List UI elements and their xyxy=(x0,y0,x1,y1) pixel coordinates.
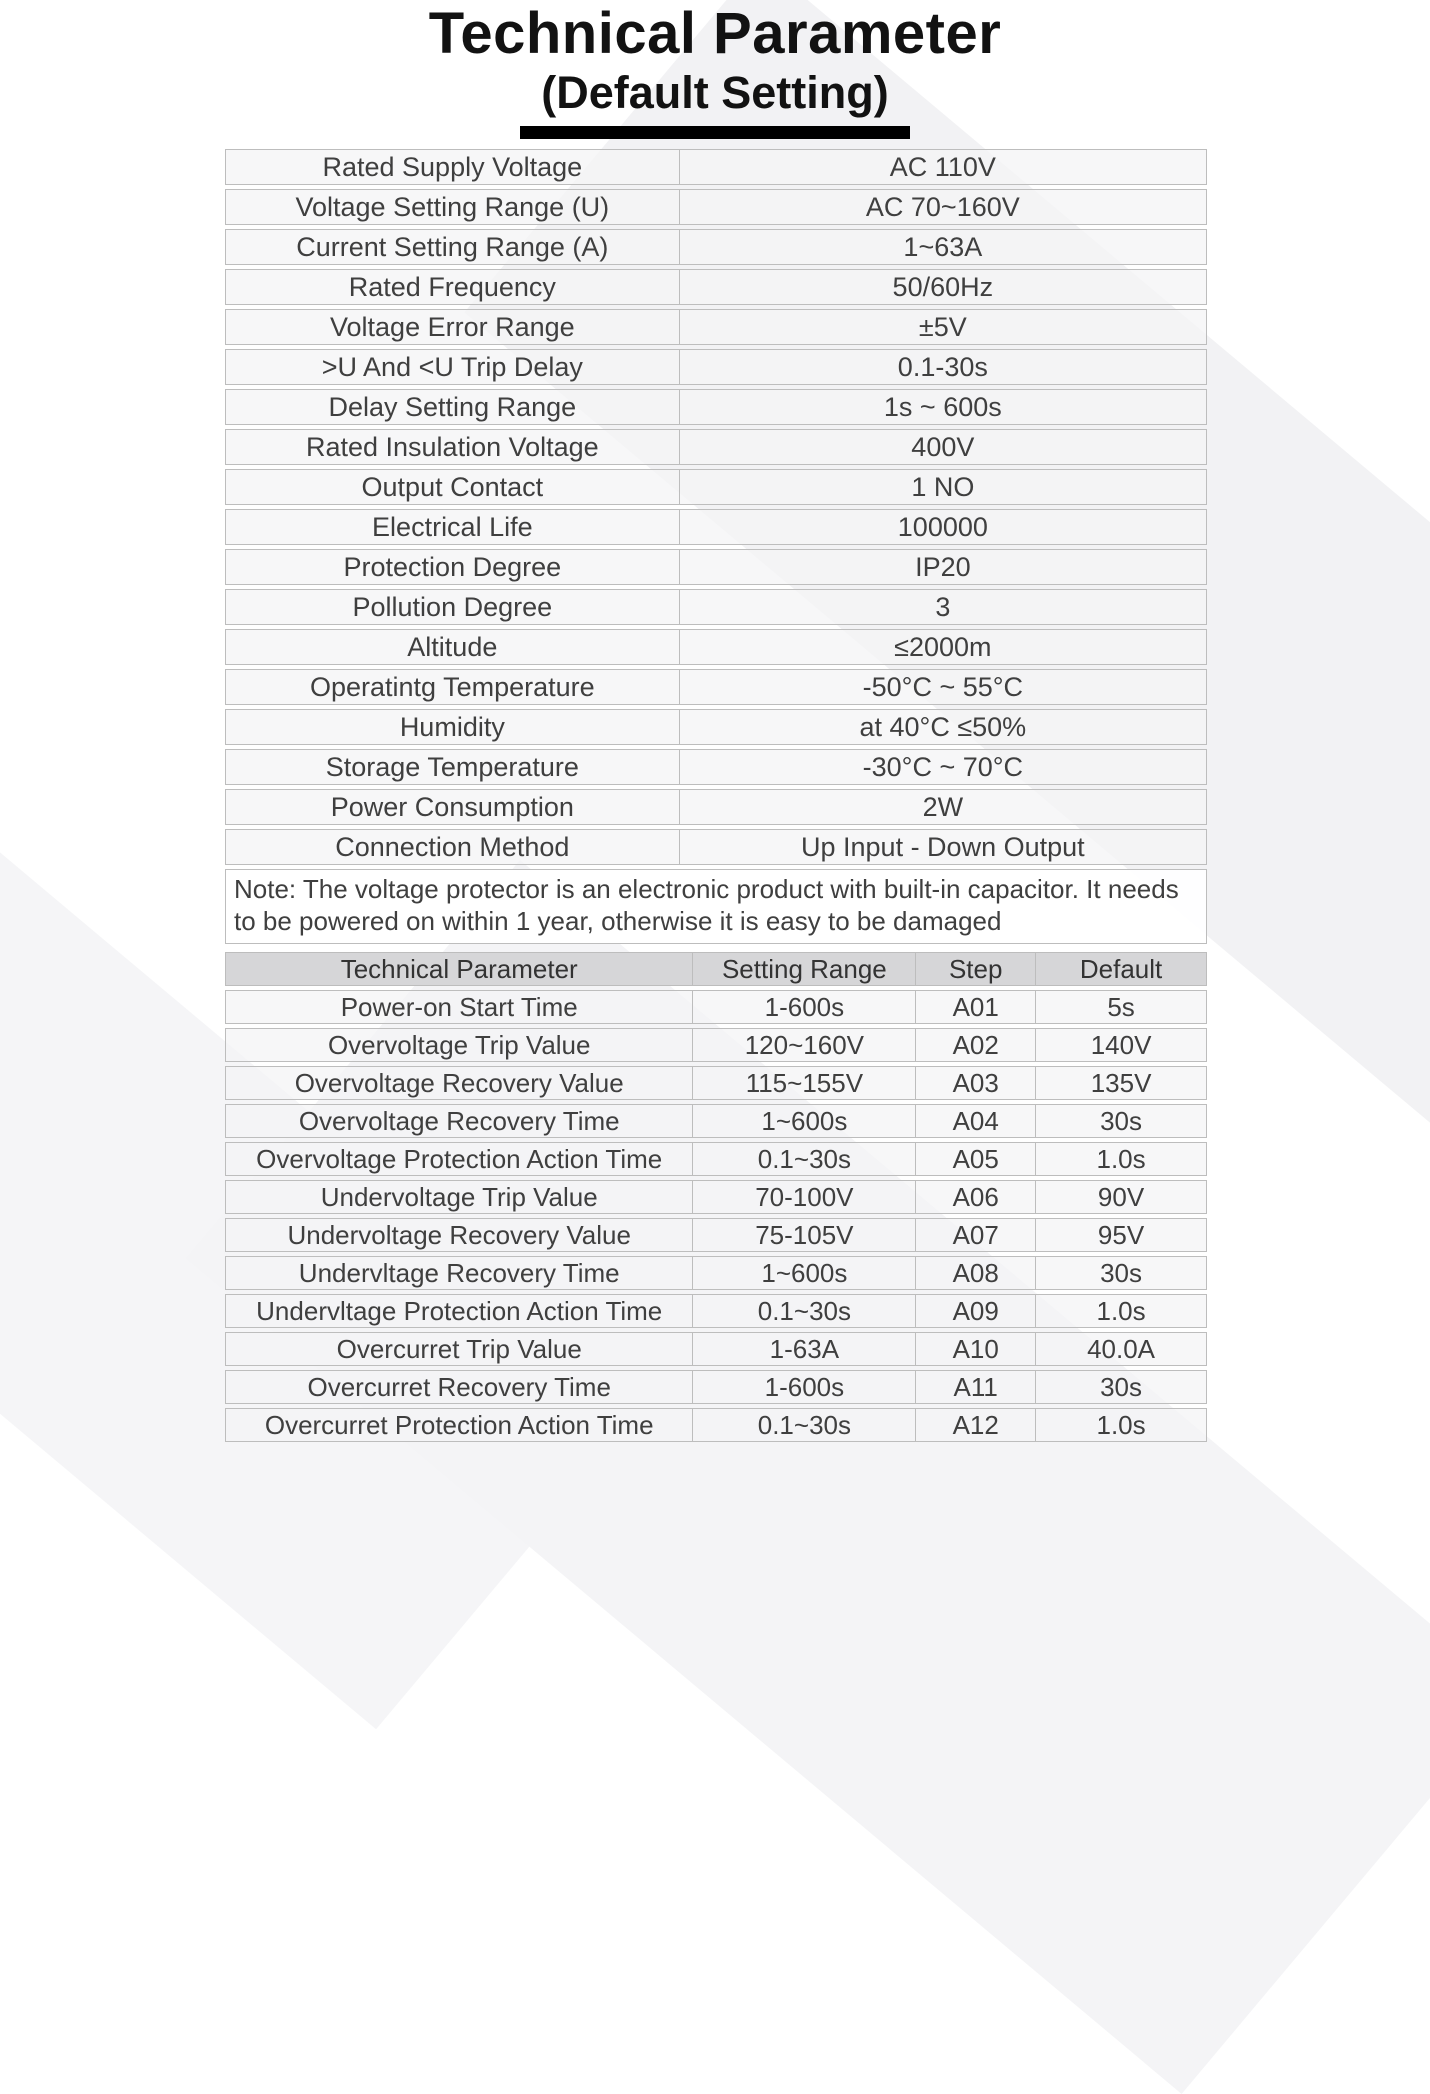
page-title: Technical Parameter xyxy=(428,1,1002,66)
spec-label-cell: Rated Supply Voltage xyxy=(225,149,679,185)
param-cell-range: 1-600s xyxy=(692,1370,915,1404)
spec-label-cell: Output Contact xyxy=(225,469,679,505)
spec-value-cell: -30°C ~ 70°C xyxy=(679,749,1207,785)
table-row xyxy=(225,269,1207,305)
param-cell-parameter: Overvoltage Recovery Time xyxy=(225,1104,692,1138)
param-header-setting-range: Setting Range xyxy=(692,952,915,986)
table-row xyxy=(225,990,1207,1024)
param-cell-parameter: Undervoltage Recovery Value xyxy=(225,1218,692,1252)
table-row xyxy=(225,229,1207,265)
table-row xyxy=(225,749,1207,785)
spec-value-cell: 2W xyxy=(679,789,1207,825)
table-row xyxy=(225,389,1207,425)
spec-value-cell: 100000 xyxy=(679,509,1207,545)
param-cell-range: 75-105V xyxy=(692,1218,915,1252)
spec-value-cell: ±5V xyxy=(679,309,1207,345)
table-row xyxy=(225,1142,1207,1176)
param-cell-step: A10 xyxy=(915,1332,1035,1366)
table-row xyxy=(225,829,1207,865)
param-cell-parameter: Power-on Start Time xyxy=(225,990,692,1024)
param-cell-step: A04 xyxy=(915,1104,1035,1138)
table-row xyxy=(225,1180,1207,1214)
table-row xyxy=(225,589,1207,625)
param-cell-step: A01 xyxy=(915,990,1035,1024)
page-header xyxy=(0,0,1430,139)
spec-label-cell: Rated Frequency xyxy=(225,269,679,305)
param-cell-default: 1.0s xyxy=(1035,1142,1207,1176)
table-row xyxy=(225,509,1207,545)
spec-value-cell: ≤2000m xyxy=(679,629,1207,665)
spec-sheet-content xyxy=(225,145,1207,1446)
param-cell-range: 0.1~30s xyxy=(692,1408,915,1442)
param-cell-default: 30s xyxy=(1035,1104,1207,1138)
param-cell-default: 90V xyxy=(1035,1180,1207,1214)
param-cell-default: 95V xyxy=(1035,1218,1207,1252)
spec-label-cell: >U And <U Trip Delay xyxy=(225,349,679,385)
param-cell-default: 135V xyxy=(1035,1066,1207,1100)
table-row xyxy=(225,149,1207,185)
spec-label-cell: Rated Insulation Voltage xyxy=(225,429,679,465)
spec-label-cell: Voltage Setting Range (U) xyxy=(225,189,679,225)
param-cell-range: 1-600s xyxy=(692,990,915,1024)
page-subtitle: (Default Setting) xyxy=(541,66,889,118)
table-row xyxy=(225,1066,1207,1100)
note-box: Note: The voltage protector is an electronic product with built-in capacitor. It needs to be powered on within 1 year, otherwise it is easy to be damaged xyxy=(225,869,1207,944)
param-cell-parameter: Undervoltage Trip Value xyxy=(225,1180,692,1214)
param-cell-default: 5s xyxy=(1035,990,1207,1024)
param-table xyxy=(225,948,1207,1446)
param-cell-parameter: Overvoltage Recovery Value xyxy=(225,1066,692,1100)
param-cell-step: A05 xyxy=(915,1142,1035,1176)
spec-value-cell: AC 110V xyxy=(679,149,1207,185)
param-cell-step: A06 xyxy=(915,1180,1035,1214)
param-cell-default: 1.0s xyxy=(1035,1294,1207,1328)
param-cell-range: 120~160V xyxy=(692,1028,915,1062)
param-cell-step: A12 xyxy=(915,1408,1035,1442)
param-cell-parameter: Overvoltage Trip Value xyxy=(225,1028,692,1062)
spec-table xyxy=(225,145,1207,869)
param-header-default: Default xyxy=(1035,952,1207,986)
param-header-parameter: Technical Parameter xyxy=(225,952,692,986)
spec-label-cell: Current Setting Range (A) xyxy=(225,229,679,265)
table-row xyxy=(225,669,1207,705)
table-row xyxy=(225,1294,1207,1328)
param-cell-step: A02 xyxy=(915,1028,1035,1062)
param-cell-parameter: Undervltage Recovery Time xyxy=(225,1256,692,1290)
spec-label-cell: Voltage Error Range xyxy=(225,309,679,345)
spec-value-cell: 3 xyxy=(679,589,1207,625)
spec-value-cell: 1~63A xyxy=(679,229,1207,265)
table-row xyxy=(225,429,1207,465)
table-row xyxy=(225,1408,1207,1442)
param-cell-step: A07 xyxy=(915,1218,1035,1252)
spec-label-cell: Humidity xyxy=(225,709,679,745)
param-cell-default: 140V xyxy=(1035,1028,1207,1062)
param-cell-range: 70-100V xyxy=(692,1180,915,1214)
spec-value-cell: 50/60Hz xyxy=(679,269,1207,305)
table-row xyxy=(225,629,1207,665)
param-cell-parameter: Overcurret Recovery Time xyxy=(225,1370,692,1404)
spec-label-cell: Altitude xyxy=(225,629,679,665)
table-row xyxy=(225,189,1207,225)
spec-value-cell: IP20 xyxy=(679,549,1207,585)
table-row xyxy=(225,549,1207,585)
param-header-step: Step xyxy=(915,952,1035,986)
spec-value-cell: 1s ~ 600s xyxy=(679,389,1207,425)
param-cell-parameter: Overcurret Trip Value xyxy=(225,1332,692,1366)
table-row xyxy=(225,1256,1207,1290)
title-underline xyxy=(520,126,910,139)
param-header-row xyxy=(225,952,1207,986)
param-cell-range: 0.1~30s xyxy=(692,1294,915,1328)
param-cell-default: 30s xyxy=(1035,1370,1207,1404)
spec-value-cell: AC 70~160V xyxy=(679,189,1207,225)
param-cell-default: 30s xyxy=(1035,1256,1207,1290)
spec-value-cell: 400V xyxy=(679,429,1207,465)
param-cell-default: 1.0s xyxy=(1035,1408,1207,1442)
param-cell-step: A11 xyxy=(915,1370,1035,1404)
param-cell-step: A03 xyxy=(915,1066,1035,1100)
param-cell-parameter: Overcurret Protection Action Time xyxy=(225,1408,692,1442)
param-cell-step: A08 xyxy=(915,1256,1035,1290)
table-row xyxy=(225,309,1207,345)
param-cell-parameter: Undervltage Protection Action Time xyxy=(225,1294,692,1328)
spec-label-cell: Connection Method xyxy=(225,829,679,865)
spec-label-cell: Power Consumption xyxy=(225,789,679,825)
spec-value-cell: 1 NO xyxy=(679,469,1207,505)
spec-label-cell: Delay Setting Range xyxy=(225,389,679,425)
param-cell-range: 0.1~30s xyxy=(692,1142,915,1176)
param-cell-step: A09 xyxy=(915,1294,1035,1328)
spec-label-cell: Operatintg Temperature xyxy=(225,669,679,705)
table-row xyxy=(225,469,1207,505)
param-cell-range: 1~600s xyxy=(692,1104,915,1138)
spec-label-cell: Protection Degree xyxy=(225,549,679,585)
table-row xyxy=(225,1218,1207,1252)
table-row xyxy=(225,709,1207,745)
param-cell-parameter: Overvoltage Protection Action Time xyxy=(225,1142,692,1176)
spec-label-cell: Pollution Degree xyxy=(225,589,679,625)
spec-value-cell: Up Input - Down Output xyxy=(679,829,1207,865)
spec-value-cell: at 40°C ≤50% xyxy=(679,709,1207,745)
spec-value-cell: 0.1-30s xyxy=(679,349,1207,385)
spec-label-cell: Storage Temperature xyxy=(225,749,679,785)
param-cell-range: 115~155V xyxy=(692,1066,915,1100)
table-row xyxy=(225,1370,1207,1404)
table-row xyxy=(225,1104,1207,1138)
table-row xyxy=(225,349,1207,385)
table-row xyxy=(225,789,1207,825)
table-row xyxy=(225,1028,1207,1062)
param-cell-range: 1~600s xyxy=(692,1256,915,1290)
param-cell-range: 1-63A xyxy=(692,1332,915,1366)
param-cell-default: 40.0A xyxy=(1035,1332,1207,1366)
spec-value-cell: -50°C ~ 55°C xyxy=(679,669,1207,705)
spec-label-cell: Electrical Life xyxy=(225,509,679,545)
table-row xyxy=(225,1332,1207,1366)
